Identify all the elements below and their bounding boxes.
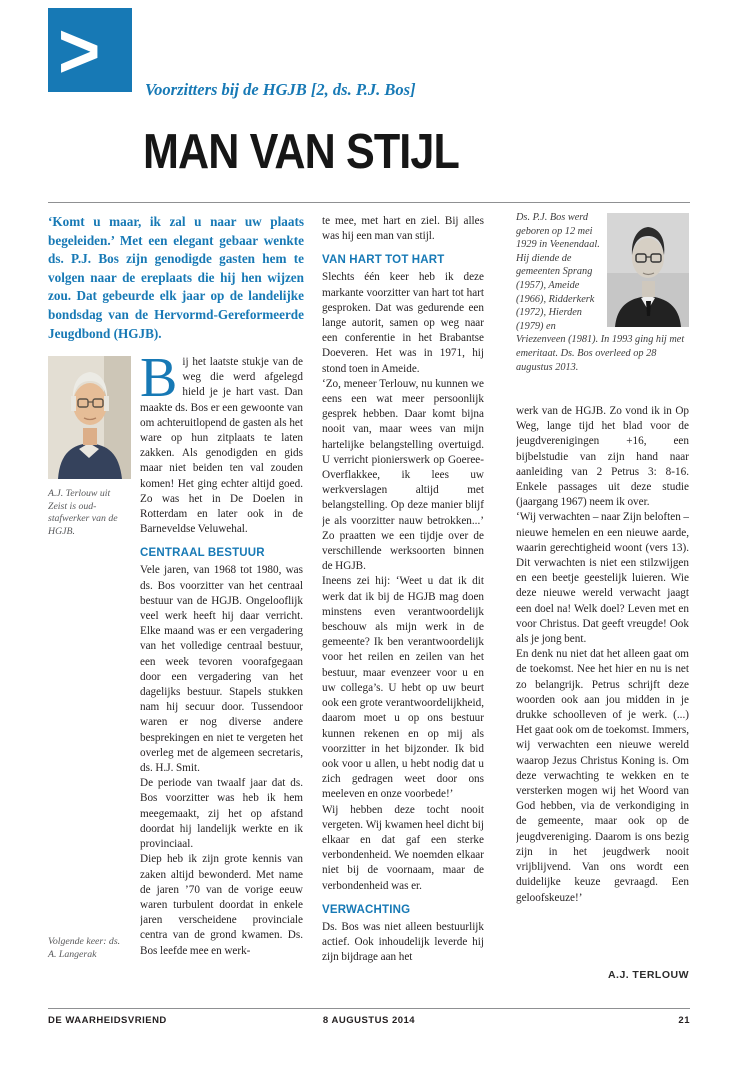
footer <box>48 1015 690 1029</box>
section-heading-van-hart-tot-hart: VAN HART TOT HART <box>322 254 445 267</box>
header-divider <box>48 202 690 203</box>
section-heading-centraal-bestuur: CENTRAAL BESTUUR <box>140 547 265 560</box>
paragraph: te mee, met hart en ziel. Bij alles was hij een man van stijl. <box>322 215 484 243</box>
article-kicker: Voorzitters bij de HGJB [2, ds. P.J. Bos] <box>145 80 416 99</box>
column-3 <box>516 211 689 989</box>
footer-magazine-name: DE WAARHEIDSVRIEND <box>48 1015 167 1026</box>
column-1 <box>140 355 303 987</box>
intro-paragraph: ‘Komt u maar, ik zal u naar uw plaats begeleiden.’ Met een elegant gebaar wenkte ds. P.J. Bos zijn genodigde gasten hem te volgen naar de ereplaats die hij hen wijzen zou. Dat gebeurde elk jaar op de landelijke bondsdag van de Hervormd-Gereformeerde Jeugdbond (HGJB). <box>48 214 304 341</box>
author-signature: A.J. TERLOUW <box>607 969 689 981</box>
article-title: MAN VAN STIJL <box>143 125 459 179</box>
next-issue-note: Volgende keer: ds. A. Langerak <box>48 936 121 960</box>
paragraph: Wij hebben deze tocht nooit vergeten. Wij kwamen heel dicht bij elkaar en dat gaf een sterke verbondenheid. We noemden elkaar niet bij de voornaam, maar de verbondenheid was er. <box>322 803 484 892</box>
terlouw-photo <box>48 356 131 479</box>
paragraph-text: ij het laatste stukje van de weg die werd afgelegd hield je je hart vast. Dan maakte ds. Bos er een gewoonte van om achteruitlopend de gasten als het ware op hun zitplaats te laten zakken. Als genodigden en gids maar niet beiden ten val zouden komen! Het ging echter altijd goed. Zo was het in De Doelen in Rotterdam en later ook in de Barneveldse Veluwehal. <box>140 356 303 536</box>
paragraph: Slechts één keer heb ik deze markante voorzitter van hart tot hart gesproken. Dat was gedurende een lange autorit, samen op weg naar een conferentie in het Brabantse Doeveren. Het was in 1971, hij stond toen in Ameide. <box>322 271 484 375</box>
section-heading-verwachting: VERWACHTING <box>322 903 411 916</box>
paragraph: Vele jaren, van 1968 tot 1980, was ds. Bos voorzitter van het centraal bestuur van de HGJB. Ongelooflijk veel werk heeft hij daar verricht. Elke maand was er een vergadering van het volledige centraal bestuur, een week tevoren voorafgegaan door een vergadering van het dagelijks bestuur. Stapels stukken nam hij secuur door. Tussendoor waren er nog diverse andere besprekingen en niet te vergeten het overleg met de algemeen secretaris, ds. H.J. Smit. <box>140 564 303 775</box>
terlouw-photo-figure <box>48 356 132 538</box>
paragraph: Ineens zei hij: ‘Weet u dat ik dit werk dat ik bij de HGJB mag doen minstens even verantwoordelijk beschouw als mijn werk in de gemeente? Ik ben verantwoordelijk voor het reilen en zeilen van het bestuur, maar evenzeer voor u en uw collega’s. U hebt op uw beurt ook een grote verantwoordelijkheid, daarom moet u op ons bestuur kunnen rekenen en op mij als voorzitter in het bijzonder. Ik bid ook voor u allen, u hebt nodig dat u zich gedragen weet door ons meeleven en onze voorbede!’ <box>322 575 484 801</box>
footer-divider <box>48 1008 690 1009</box>
footer-page-number: 21 <box>678 1015 690 1026</box>
paragraph: ‘Zo, meneer Terlouw, nu kunnen we eens een wat meer persoonlijk gesprek hebben. Daar komt bijna nooit van, maar wees van mijn hartelijke belangstelling overtuigd. U verricht pionierswerk op Goeree-Overflakkee, ik lees uw werkverslagen altijd met belangstelling. Op deze manier blijf je als voorzitter nauw betrokken...’ Zo praatten we een tijdje over de verschillende werksoorten binnen de HGJB. <box>322 377 484 573</box>
column-2 <box>322 214 484 988</box>
bos-photo <box>607 213 689 327</box>
paragraph: werk van de HGJB. Zo vond ik in Op Weg, lange tijd het blad voor de jeugdverenigingen +16, een bijbelstudie van zijn hand naar aanleiding van 2 Petrus 3: 8-16. Enkele passages uit deze studie (jaargang 1967) neem ik over. <box>516 405 689 509</box>
bos-portrait <box>607 213 689 327</box>
terlouw-photo-caption: A.J. Terlouw uit Zeist is oud-stafwerker van de HGJB. <box>48 488 118 537</box>
paragraph <box>140 355 303 537</box>
bos-bio-block <box>516 211 689 397</box>
paragraph: De periode van twaalf jaar dat ds. Bos voorzitter was heb ik hem meegemaakt, zij het op afstand doordat hij landelijk werkte en ik provinciaal. <box>140 777 303 851</box>
footer-date: 8 AUGUSTUS 2014 <box>322 1015 416 1026</box>
magazine-logo <box>48 8 132 92</box>
paragraph: Ds. Bos was niet alleen bestuurlijk actief. Ook inhoudelijk leverde hij zijn bijdrage aan het <box>322 920 484 964</box>
chevron-icon: > <box>58 8 101 92</box>
paragraph: ‘Wij verwachten – naar Zijn beloften – nieuwe hemelen en een nieuwe aarde, waarin gerechtigheid woont (vers 13). Dit verwachten is niet een stilzwijgen en een beetje geestelijk luieren. Wie deze nieuwe wereld verwacht jaagt een doel na! Welk doel? Leven met en voor Christus. Dat geeft vreugde! Ook als je jong bent. <box>516 511 689 646</box>
bos-bio-text: Ds. P.J. Bos werd geboren op 12 mei 1929 in Veenendaal. Hij diende de gemeenten Sprang (1957), Ameide (1966), Ridderkerk (1972), Hierden (1979) en Vriezenveen (1981). In 1993 ging hij met emeritaat. Ds. Bos overleed op 28 augustus 2013. <box>516 212 685 373</box>
paragraph: Diep heb ik zijn grote kennis van zaken altijd bewonderd. Met name de jaren ’70 van de vorige eeuw waren turbulent doordat in enkele jaren verscheidene provinciale centra van de grond kwamen. Ds. Bos leefde mee en werk- <box>140 853 303 957</box>
paragraph: En denk nu niet dat het alleen gaat om de toekomst. Nee het hier en nu is net zo belangrijk. Petrus schrijft deze woorden ook aan jou midden in je drukke schoolleven of je werk. (...) Het gaat ook om de toekomst. Immers, wij verwachten een nieuwe wereld waarop Jezus Christus Koning is. Om deze verwachting te wekken en te versterken mogen wij het Woord van God hebben, via de verkondiging in de gemeente, maar ook op de jeugdvereniging. Daarom is ons bezig zijn in het jeugdwerk nooit vrijblijvend. Van ons wordt een duidelijke keuze gevraagd. Een geloofskeuze!’ <box>516 648 689 904</box>
drop-cap: B <box>140 355 178 409</box>
